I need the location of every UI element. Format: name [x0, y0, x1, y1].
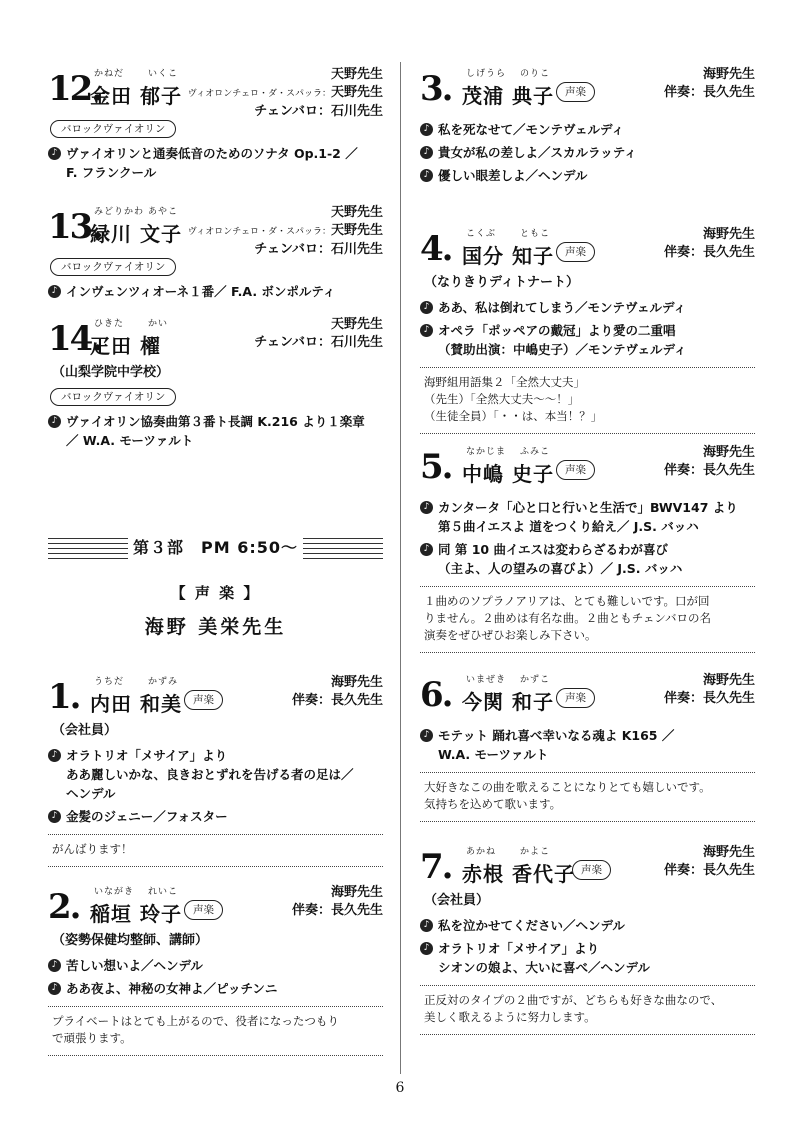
furigana-given: かい	[148, 319, 169, 329]
entry-header	[420, 840, 755, 892]
teacher-name: 天野先生	[330, 67, 383, 82]
performer-name: 金田 郁子	[90, 84, 182, 108]
teacher-name: 天野先生	[330, 205, 383, 220]
performer-name: 疋田 櫂	[90, 334, 161, 358]
song-list	[420, 498, 755, 578]
song-item	[48, 746, 383, 803]
teacher-role: チェンバロ：	[254, 104, 331, 119]
teacher-row	[664, 84, 755, 102]
column-divider	[400, 62, 401, 1074]
performer-entry	[48, 62, 383, 186]
teacher-role: ヴィオロンチェロ・ダ・スパッラ：	[187, 89, 331, 99]
teacher-name: 海野先生	[330, 675, 383, 690]
furigana-given: あやこ	[148, 207, 179, 217]
entry-header	[420, 222, 755, 274]
furigana-given: かよこ	[520, 847, 551, 857]
music-note-icon: ♪	[420, 146, 433, 159]
furigana-given: かずみ	[148, 677, 179, 687]
comment-line: （生徒全員）「・・は、本当！？」	[424, 409, 603, 423]
song-line: カンタータ「心と口と行いと生活で」BWV147 より	[438, 500, 738, 515]
furigana-family: いまぜき	[466, 675, 507, 685]
furigana-family: こくぶ	[466, 229, 497, 239]
teacher-name: 海野先生	[702, 673, 755, 688]
song-item	[48, 807, 383, 826]
song-list	[48, 144, 383, 182]
furigana-family: うちだ	[94, 677, 125, 687]
furigana-given: れいこ	[148, 887, 179, 897]
furigana-family: しげうら	[466, 69, 507, 79]
performer-affiliation: （山梨学院中学校）	[52, 365, 170, 380]
furigana-family: いながき	[94, 887, 135, 897]
entry-number: 6.	[420, 675, 452, 715]
music-note-icon: ♪	[48, 749, 61, 762]
music-note-icon: ♪	[48, 982, 61, 995]
furigana-family: あかね	[466, 847, 497, 857]
music-note-icon: ♪	[420, 301, 433, 314]
music-note-icon: ♪	[420, 729, 433, 742]
genre-badge: 声楽	[184, 900, 223, 920]
performer-comment	[420, 367, 755, 434]
song-list	[48, 412, 383, 450]
song-item	[420, 498, 755, 536]
teacher-name: 長久先生	[330, 693, 383, 708]
instrument-line	[48, 385, 383, 406]
furigana-given: ふみこ	[520, 447, 551, 457]
teacher-list	[292, 884, 383, 920]
teacher-row	[292, 902, 383, 920]
teacher-role: 伴奏：	[291, 903, 331, 918]
song-list	[420, 726, 755, 764]
song-line: 第５曲イエスよ 道をつくり給え／ J.S. バッハ	[438, 519, 699, 534]
song-line: ああ麗しいかな、良きおとずれを告げる者の足は／	[66, 767, 354, 782]
song-line: 私を泣かせてください／ヘンデル	[438, 918, 625, 933]
furigana-given: ともこ	[520, 229, 551, 239]
teacher-row	[664, 690, 755, 708]
teacher-row	[664, 862, 755, 880]
song-item	[48, 412, 383, 450]
entry-header	[420, 440, 755, 492]
song-item	[48, 144, 383, 182]
comment-line: 海野組用語集２「全然大丈夫」	[424, 375, 585, 389]
music-note-icon: ♪	[48, 810, 61, 823]
teacher-row	[254, 334, 383, 352]
teacher-role: 伴奏：	[663, 863, 703, 878]
genre-title: 【 声 楽 】	[170, 584, 261, 602]
performer-entry	[420, 222, 755, 434]
music-note-icon: ♪	[48, 415, 61, 428]
teacher-list	[664, 672, 755, 708]
song-item	[420, 916, 755, 935]
performer-comment	[48, 834, 383, 867]
section-header	[48, 532, 383, 564]
song-line: （賛助出演：中嶋史子）／モンテヴェルディ	[438, 342, 687, 357]
teacher-name: 長久先生	[702, 245, 755, 260]
genre-badge: 声楽	[184, 690, 223, 710]
teacher-row	[664, 462, 755, 480]
teacher-name: 海野先生	[702, 67, 755, 82]
music-note-icon: ♪	[420, 324, 433, 337]
teacher-name: 海野先生	[702, 445, 755, 460]
teacher-row	[188, 222, 383, 241]
entry-number: 14.	[48, 319, 102, 359]
teacher-row	[664, 844, 755, 862]
genre-teacher: 海野 美栄先生	[144, 616, 287, 638]
performer-name: 中嶋 史子	[462, 462, 554, 486]
entry-header	[420, 62, 755, 114]
music-note-icon: ♪	[420, 169, 433, 182]
teacher-role: ヴィオロンチェロ・ダ・スパッラ：	[187, 227, 331, 237]
entry-header	[48, 880, 383, 932]
song-item	[420, 298, 755, 317]
song-line: W.A. モーツァルト	[438, 747, 549, 762]
genre-badge: 声楽	[556, 242, 595, 262]
teacher-name: 石川先生	[330, 335, 383, 350]
entry-number: 1.	[48, 677, 80, 717]
section-title: 第３部 PM 6:50〜	[132, 538, 299, 557]
teacher-role: チェンバロ：	[254, 335, 331, 350]
music-note-icon: ♪	[420, 123, 433, 136]
teacher-row	[188, 241, 383, 259]
teacher-name: 天野先生	[330, 223, 383, 238]
song-line: ヴァイオリン協奏曲第３番ト長調 K.216 より１楽章	[66, 414, 365, 429]
song-item	[48, 282, 383, 301]
comment-line: １曲めのソプラノアリアは、とても難しいです。口が回	[424, 594, 710, 608]
teacher-name: 天野先生	[330, 85, 383, 100]
music-note-icon: ♪	[420, 942, 433, 955]
entry-number: 4.	[420, 229, 452, 269]
performer-comment	[48, 1006, 383, 1056]
teacher-row	[664, 444, 755, 462]
song-list	[48, 746, 383, 826]
teacher-list	[292, 674, 383, 710]
song-line: ああ夜よ、神秘の女神よ／ピッチンニ	[66, 981, 278, 996]
page-number: 6	[395, 1080, 405, 1096]
teacher-role: チェンバロ：	[254, 242, 331, 257]
teacher-name: 天野先生	[330, 317, 383, 332]
teacher-role: 伴奏：	[663, 85, 703, 100]
song-line: インヴェンツィオーネ１番／ F.A. ボンポルティ	[66, 284, 336, 299]
teacher-list	[664, 444, 755, 480]
performer-comment	[420, 586, 755, 653]
teacher-row	[292, 884, 383, 902]
staff-lines-left	[48, 538, 128, 558]
song-line: ヴァイオリンと通奏低音のためのソナタ Op.1-2 ／	[66, 146, 358, 161]
genre-badge: 声楽	[556, 82, 595, 102]
performer-comment	[420, 772, 755, 822]
comment-line: 美しく歌えるように努力します。	[424, 1010, 596, 1024]
music-note-icon: ♪	[420, 919, 433, 932]
song-list	[48, 282, 383, 301]
teacher-name: 長久先生	[330, 903, 383, 918]
comment-line: （先生）「全然大丈夫〜〜！」	[424, 392, 580, 406]
instrument-badge: バロックヴァイオリン	[50, 388, 176, 406]
teacher-name: 海野先生	[330, 885, 383, 900]
teacher-row	[292, 692, 383, 710]
teacher-list	[188, 204, 383, 259]
teacher-list	[664, 66, 755, 102]
song-item	[420, 120, 755, 139]
teacher-row	[664, 66, 755, 84]
music-note-icon: ♪	[48, 285, 61, 298]
genre-badge: 声楽	[556, 688, 595, 708]
furigana-given: いくこ	[148, 69, 179, 79]
performer-affiliation: （姿勢保健均整師、講師）	[52, 933, 209, 948]
song-line: 金髪のジェニー／フォスター	[66, 809, 228, 824]
staff-lines-right	[303, 538, 383, 558]
furigana-family: ひきた	[94, 319, 125, 329]
instrument-badge: バロックヴァイオリン	[50, 120, 176, 138]
performer-affiliation: （会社員）	[52, 723, 118, 738]
song-item	[48, 956, 383, 975]
performer-name: 稲垣 玲子	[90, 902, 182, 926]
entry-number: 2.	[48, 887, 80, 927]
comment-line: 演奏をぜひぜひお楽しみ下さい。	[424, 628, 597, 642]
song-item	[420, 166, 755, 185]
song-line: 私を死なせて／モンテヴェルディ	[438, 122, 625, 137]
genre-badge: 声楽	[572, 860, 611, 880]
comment-line: 大好きなこの曲を歌えることになりとても嬉しいです。	[424, 780, 711, 794]
entry-number: 3.	[420, 69, 452, 109]
teacher-name: 長久先生	[702, 863, 755, 878]
comment-line: で頑張ります。	[52, 1031, 132, 1045]
song-line: シオンの娘よ、大いに喜べ／ヘンデル	[438, 960, 650, 975]
song-line: 苦しい想いよ／ヘンデル	[66, 958, 203, 973]
entry-header	[48, 670, 383, 722]
song-line: （主よ、人の望みの喜びよ）／ J.S. バッハ	[438, 561, 683, 576]
song-list	[420, 916, 755, 977]
music-note-icon: ♪	[48, 959, 61, 972]
teacher-row	[188, 66, 383, 84]
teacher-name: 長久先生	[702, 691, 755, 706]
furigana-given: のりこ	[520, 69, 551, 79]
song-item	[420, 726, 755, 764]
song-line: モテット 踊れ喜べ幸いなる魂よ K165 ／	[438, 728, 675, 743]
teacher-role: 伴奏：	[663, 245, 703, 260]
performer-name: 茂浦 典子	[462, 84, 554, 108]
comment-line: 正反対のタイプの２曲ですが、どちらも好きな曲なので、	[424, 993, 723, 1007]
genre-badge: 声楽	[556, 460, 595, 480]
performer-entry	[420, 668, 755, 822]
teacher-list	[254, 316, 383, 352]
performer-entry	[420, 840, 755, 1035]
entry-number: 13.	[48, 207, 102, 247]
song-line: ああ、私は倒れてしまう／モンテヴェルディ	[438, 300, 687, 315]
teacher-name: 石川先生	[330, 242, 383, 257]
furigana-family: なかじま	[466, 447, 507, 457]
performer-name: 国分 知子	[462, 244, 554, 268]
song-item	[420, 540, 755, 578]
performer-name: 緑川 文子	[90, 222, 182, 246]
entry-header	[420, 668, 755, 720]
performer-entry	[48, 670, 383, 867]
teacher-row	[292, 674, 383, 692]
instrument-badge: バロックヴァイオリン	[50, 258, 176, 276]
performer-comment	[420, 985, 755, 1035]
song-list	[48, 956, 383, 998]
performer-entry	[420, 62, 755, 189]
music-note-icon: ♪	[420, 501, 433, 514]
entry-number: 12.	[48, 69, 102, 109]
teacher-name: 長久先生	[702, 463, 755, 478]
teacher-role: 伴奏：	[663, 691, 703, 706]
teacher-list	[188, 66, 383, 121]
teacher-list	[664, 844, 755, 880]
comment-line: りません。２曲めは有名な曲。２曲ともチェンバロの名	[424, 611, 712, 625]
entry-header	[48, 62, 383, 119]
music-note-icon: ♪	[420, 543, 433, 556]
entry-number: 7.	[420, 847, 452, 887]
performer-entry	[420, 440, 755, 653]
teacher-role: 伴奏：	[291, 693, 331, 708]
furigana-family: みどりかわ	[94, 207, 145, 217]
song-line: オラトリオ「メサイア」より	[66, 748, 228, 763]
song-line: F. フランクール	[66, 165, 157, 180]
teacher-row	[188, 84, 383, 103]
furigana-given: かずこ	[520, 675, 551, 685]
song-list	[420, 120, 755, 185]
song-item	[420, 939, 755, 977]
performer-entry	[48, 880, 383, 1056]
teacher-name: 海野先生	[702, 227, 755, 242]
teacher-role: 伴奏：	[663, 463, 703, 478]
song-item	[420, 321, 755, 359]
song-list	[420, 298, 755, 359]
song-line: オペラ「ポッペアの戴冠」より愛の二重唱	[438, 323, 676, 338]
performer-name: 赤根 香代子	[462, 862, 575, 886]
teacher-row	[188, 103, 383, 121]
song-line: 優しい眼差しよ／ヘンデル	[438, 168, 588, 183]
comment-line: プライベートはとても上がるので、役者になったつもり	[52, 1014, 339, 1028]
song-item	[48, 979, 383, 998]
teacher-row	[664, 226, 755, 244]
teacher-name: 海野先生	[702, 845, 755, 860]
comment-line: がんばります！	[52, 842, 133, 856]
performer-affiliation: （なりきりディトナート）	[424, 275, 579, 290]
comment-line: 気持ちを込めて歌います。	[424, 797, 562, 811]
teacher-row	[664, 244, 755, 262]
song-line: ヘンデル	[66, 786, 116, 801]
performer-name: 内田 和美	[90, 692, 182, 716]
music-note-icon: ♪	[48, 147, 61, 160]
teacher-name: 長久先生	[702, 85, 755, 100]
entry-header	[48, 200, 383, 257]
song-line: 同 第 10 曲イエスは変わらざるわが喜び	[438, 542, 668, 557]
teacher-row	[254, 316, 383, 334]
performer-entry	[48, 312, 383, 454]
entry-number: 5.	[420, 447, 452, 487]
song-line: オラトリオ「メサイア」より	[438, 941, 600, 956]
teacher-list	[664, 226, 755, 262]
performer-affiliation: （会社員）	[424, 893, 490, 908]
performer-entry	[48, 200, 383, 305]
song-item	[420, 143, 755, 162]
song-line: ／ W.A. モーツァルト	[66, 433, 194, 448]
teacher-row	[664, 672, 755, 690]
entry-header	[48, 312, 383, 364]
furigana-family: かねだ	[94, 69, 125, 79]
teacher-name: 石川先生	[330, 104, 383, 119]
song-line: 貴女が私の差しよ／スカルラッティ	[438, 145, 637, 160]
teacher-row	[188, 204, 383, 222]
performer-name: 今関 和子	[462, 690, 554, 714]
